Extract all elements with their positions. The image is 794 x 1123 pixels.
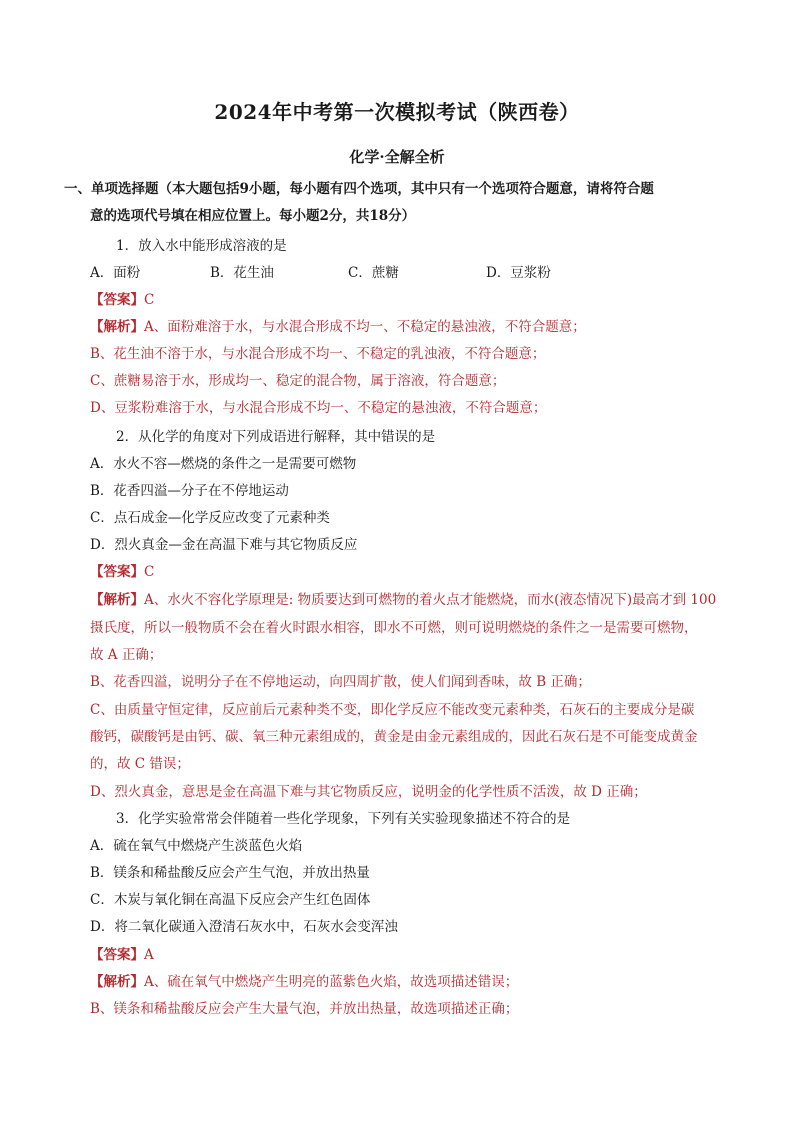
q1-answer-value: C [144,292,155,308]
q1-option-a: A．面粉 [90,265,141,281]
answer-label: 【答案】 [90,564,144,580]
q2-option-d: D．烈火真金—金在高温下难与其它物质反应 [90,537,358,553]
q3-stem: 3．化学实验常常会伴随着一些化学现象，下列有关实验现象描述不符合的是 [116,811,571,827]
q1-options [90,263,551,283]
q2-analysis-7: 的，故 C 错误； [90,756,190,772]
q2-option-c: C．点石成金—化学反应改变了元素种类 [90,510,330,526]
q3-analysis-2: B、镁条和稀盐酸反应会产生大量气泡，并放出热量，故选项描述正确； [90,1001,519,1017]
q3-option-c: C．木炭与氧化铜在高温下反应会产生红色固体 [90,892,371,908]
q3-option-d: D．将二氧化碳通入澄清石灰水中，石灰水会变浑浊 [90,919,398,935]
q3-analysis-text-1: A、硫在氧气中燃烧产生明亮的蓝紫色火焰，故选项描述错误； [144,974,519,990]
q1-answer [90,290,154,310]
q1-analysis-3: C、蔗糖易溶于水，形成均一、稳定的混合物，属于溶液，符合题意； [90,373,506,389]
q1-option-d: D．豆浆粉 [486,265,551,281]
analysis-label: 【解析】 [90,319,144,335]
q2-analysis-5: C、由质量守恒定律，反应前后元素种类不变，即化学反应不能改变元素种类，石灰石的主要成分是碳 [90,702,695,718]
q3-option-a: A．硫在氧气中燃烧产生淡蓝色火焰 [90,838,303,854]
q2-answer-value: C [144,564,155,580]
section-heading-line-1: 一、单项选择题（本大题包括9小题，每小题有四个选项，其中只有一个选项符合题意，请将符合题 [64,181,654,197]
page-title: 2024年中考第一次模拟考试（陕西卷） [214,100,580,124]
q1-option-b: B．花生油 [210,265,274,281]
analysis-label: 【解析】 [90,592,144,608]
q3-analysis-1 [90,972,518,992]
answer-label: 【答案】 [90,947,144,963]
section-heading-line-2: 意的选项代号填在相应位置上。每小题2分，共18分） [90,208,416,224]
q2-analysis-8: D、烈火真金，意思是金在高温下难与其它物质反应，说明金的化学性质不活泼，故 D 正确； [90,784,647,800]
q2-option-a: A．水火不容—燃烧的条件之一是需要可燃物 [90,456,357,472]
q1-option-c: C．蔗糖 [348,265,399,281]
q2-analysis-2: 摄氏度，所以一般物质不会在着火时跟水相容，即水不可燃，则可说明燃烧的条件之一是需要可燃物， [90,620,698,636]
q2-answer [90,562,154,582]
q2-stem: 2．从化学的角度对下列成语进行解释，其中错误的是 [116,429,436,445]
q2-analysis-text-1: A、水火不容化学原理是: 物质要达到可燃物的着火点才能燃烧，而水(液态情况下)最高才到 100 [144,592,717,608]
q2-analysis-3: 故 A 正确； [90,647,163,663]
q3-answer-value: A [144,947,154,963]
q2-analysis-6: 酸钙，碳酸钙是由钙、碳、氧三种元素组成的，黄金是由金元素组成的，因此石灰石是不可能变成黄金 [90,729,698,745]
q3-answer [90,945,154,965]
q2-analysis-1 [90,590,716,610]
q2-option-b: B．花香四溢—分子在不停地运动 [90,483,289,499]
q1-analysis-1 [90,317,586,337]
q1-analysis-4: D、豆浆粉难溶于水，与水混合形成不均一、不稳定的悬浊液，不符合题意； [90,400,547,416]
page-subtitle: 化学·全解全析 [349,148,445,166]
q1-analysis-text-1: A、面粉难溶于水，与水混合形成不均一、不稳定的悬浊液，不符合题意； [144,319,586,335]
q1-stem: 1．放入水中能形成溶液的是 [116,238,287,254]
answer-label: 【答案】 [90,292,144,308]
analysis-label: 【解析】 [90,974,144,990]
q1-analysis-2: B、花生油不溶于水，与水混合形成不均一、不稳定的乳浊液，不符合题意； [90,346,546,362]
q3-option-b: B．镁条和稀盐酸反应会产生气泡，并放出热量 [90,865,370,881]
q2-analysis-4: B、花香四溢，说明分子在不停地运动，向四周扩散，使人们闻到香味，故 B 正确； [90,674,591,690]
